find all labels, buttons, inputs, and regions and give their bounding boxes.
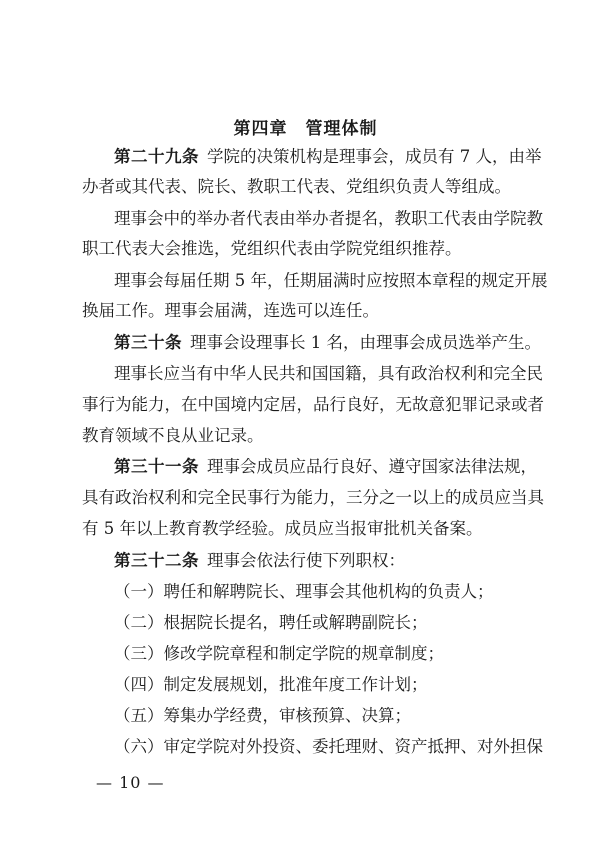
paragraph-line: 教育领域不良从业记录。 bbox=[82, 426, 264, 445]
list-item: （一）聘任和解聘院长、理事会其他机构的负责人； bbox=[114, 582, 494, 601]
list-item: （五）筹集办学经费，审核预算、决算； bbox=[114, 706, 411, 725]
article-31-label: 第三十一条 bbox=[114, 457, 199, 476]
list-item: （四）制定发展规划，批准年度工作计划； bbox=[114, 675, 428, 694]
article-29-line-2: 办者或其代表、院长、教职工代表、党组织负责人等组成。 bbox=[82, 177, 511, 196]
paragraph-line: 理事长应当有中华人民共和国国籍，具有政治权利和完全民 bbox=[114, 364, 543, 383]
list-item: （二）根据院长提名，聘任或解聘副院长； bbox=[114, 613, 428, 632]
paragraph-line: 有 5 年以上教育教学经验。成员应当报审批机关备案。 bbox=[82, 519, 483, 538]
list-item: （六）审定学院对外投资、委托理财、资产抵押、对外担保 bbox=[114, 737, 543, 756]
paragraph-line: 职工代表大会推选，党组织代表由学院党组织推荐。 bbox=[82, 239, 462, 258]
article-30-line-1: 第三十条 理事会设理事长 1 名，由理事会成员选举产生。 bbox=[114, 333, 541, 352]
paragraph-line: 事行为能力，在中国境内定居，品行良好，无故意犯罪记录或者 bbox=[82, 395, 544, 414]
article-30-label: 第三十条 bbox=[114, 333, 182, 352]
article-32-label: 第三十二条 bbox=[114, 551, 199, 570]
chapter-title: 第四章 管理体制 bbox=[233, 119, 378, 139]
article-31-line-1: 第三十一条 理事会成员应品行良好、遵守国家法律法规， bbox=[114, 457, 537, 476]
list-item: （三）修改学院章程和制定学院的规章制度； bbox=[114, 644, 444, 663]
article-29-line-1: 第二十九条 学院的决策机构是理事会，成员有 7 人，由举 bbox=[114, 147, 542, 166]
article-29-label: 第二十九条 bbox=[114, 147, 199, 166]
paragraph-line: 理事会每届任期 5 年，任期届满时应按照本章程的规定开展 bbox=[114, 271, 548, 290]
paragraph-line: 理事会中的举办者代表由举办者提名，教职工代表由学院教 bbox=[114, 209, 543, 228]
article-32-line-1: 第三十二条 理事会依法行使下列职权： bbox=[114, 551, 405, 570]
paragraph-line: 换届工作。理事会届满，连选可以连任。 bbox=[82, 301, 379, 320]
paragraph-line: 具有政治权利和完全民事行为能力，三分之一以上的成员应当具 bbox=[82, 488, 544, 507]
page-number: — 10 — bbox=[96, 773, 165, 792]
